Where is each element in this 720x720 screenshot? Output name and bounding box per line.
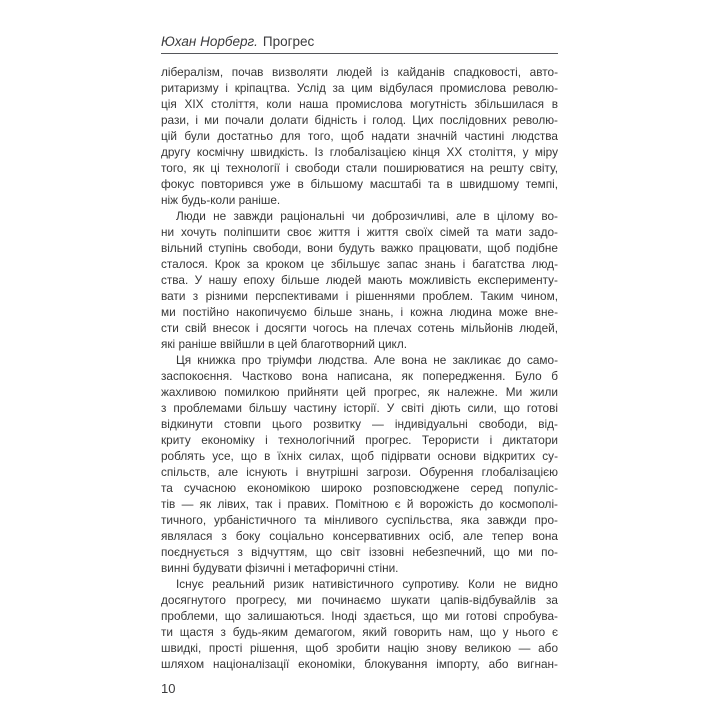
text-line: того, як ці технології і свободи стали поширюватися на решту світу,: [161, 161, 558, 175]
page-number: 10: [161, 681, 176, 696]
running-header: [161, 34, 558, 49]
text-line: ми постійно накопичуємо більше знань, і кожна людина може вне-: [161, 305, 558, 319]
text-line: ція XIX століття, коли наша промислова могутність збільшилася в: [161, 97, 558, 111]
text-line: ни хочуть поліпшити своє життя і життя своїх сімей та мати задо-: [161, 225, 558, 239]
paragraph: [161, 64, 558, 208]
text-line: ритаризму і кріпацтва. Услід за цим відбулася промислова револю-: [161, 81, 558, 95]
header-rule: [161, 53, 558, 54]
text-line: проблеми, що залишаються. Іноді здається, що ми готові спробува-: [161, 609, 558, 623]
text-line: Ця книжка про тріумфи людства. Але вона не закликає до само-: [176, 353, 558, 367]
text-line: вати з різними перспективами і рішеннями проблем. Таким чином,: [161, 289, 558, 303]
text-line: являлася з боку соціально консервативних осіб, але тепер вона: [161, 529, 558, 543]
text-line: спільств, але існують і внутрішні загрози. Обурення глобалізацією: [161, 465, 558, 479]
text-line: цій були достатньо для того, щоб надати значній частині людства: [161, 129, 558, 143]
text-line: шляхом націоналізації економіки, блокування імпорту, або вигнан-: [161, 657, 558, 671]
text-line: вільний ступінь свободи, вони будуть важко працювати, щоб подібне: [161, 241, 558, 255]
text-line: жахливою помилкою прийняти цей прогрес, як належне. Ми жили: [161, 385, 558, 399]
text-line: Люди не завжди раціональні чи доброзичливі, але в цілому во-: [176, 209, 558, 223]
text-line: рази, і ми почали долати бідність і голод. Цих послідовних револю-: [161, 113, 558, 127]
text-line: криту економіку і технологічний прогрес. Терористи і диктатори: [161, 433, 558, 447]
paragraph: [161, 576, 558, 672]
paragraph: [161, 208, 558, 352]
text-line: тичного, урбаністичного та мінливого суспільства, яка завжди про-: [161, 513, 558, 527]
text-line: ти щастя з будь-яким демагогом, який говорить нам, що у нього є: [161, 625, 558, 639]
page-body: [161, 64, 558, 672]
text-line: які раніше ввійшли в цей благотворний цикл.: [161, 337, 408, 351]
text-line: відкинути стовпи цього розвитку — індивідуальні свободи, від-: [161, 417, 558, 431]
text-line: ства. У нашу епоху більше людей мають можливість експерименту-: [161, 273, 558, 287]
text-line: ніж будь-коли раніше.: [161, 193, 281, 207]
text-line: тів — як лівих, так і правих. Помітною є й ворожість до космополі-: [161, 497, 558, 511]
text-line: та сучасною економікою широко розповсюджене серед популіс-: [161, 481, 558, 495]
text-line: фокус повторився уже в більшому масштабі та в швидшому темпі,: [161, 177, 558, 191]
text-line: швидкі, прості рішення, щоб зробити націю знову великою — або: [161, 641, 558, 655]
text-line: лібералізм, почав визволяти людей із кайданів спадковості, авто-: [161, 65, 558, 79]
text-line: досягнутого прогресу, ми починаємо шукати цапів-відбувайлів за: [161, 593, 558, 607]
text-line: сти свій внесок і досягти чогось на плечах сотень мільйонів людей,: [161, 321, 558, 335]
paragraph: [161, 352, 558, 576]
text-line: з проблемами більшу частину історії. У світі діють сили, що готові: [161, 401, 558, 415]
text-line: заспокоєння. Частково вона написана, як попередження. Було б: [161, 369, 558, 383]
text-line: винні будувати фізичні і метафоричні стіни.: [161, 561, 399, 575]
text-line: Існує реальний ризик нативістичного супротиву. Коли не видно: [176, 577, 558, 591]
text-line: поєднується з відчуттям, що світ іззовні небезпечний, що ми по-: [161, 545, 558, 559]
header-author: Юхан Норберг.: [161, 34, 258, 49]
header-book-title: Прогрес: [262, 34, 315, 49]
text-line: сталося. Крок за кроком це збільшує запас знань і багатства люд-: [161, 257, 558, 271]
page-content: [161, 34, 558, 696]
text-line: роблять усе, що в їхніх силах, щоб підірвати основи відкритих су-: [161, 449, 558, 463]
text-line: другу космічну швидкість. Із глобалізацією кінця XX століття, у міру: [161, 145, 558, 159]
